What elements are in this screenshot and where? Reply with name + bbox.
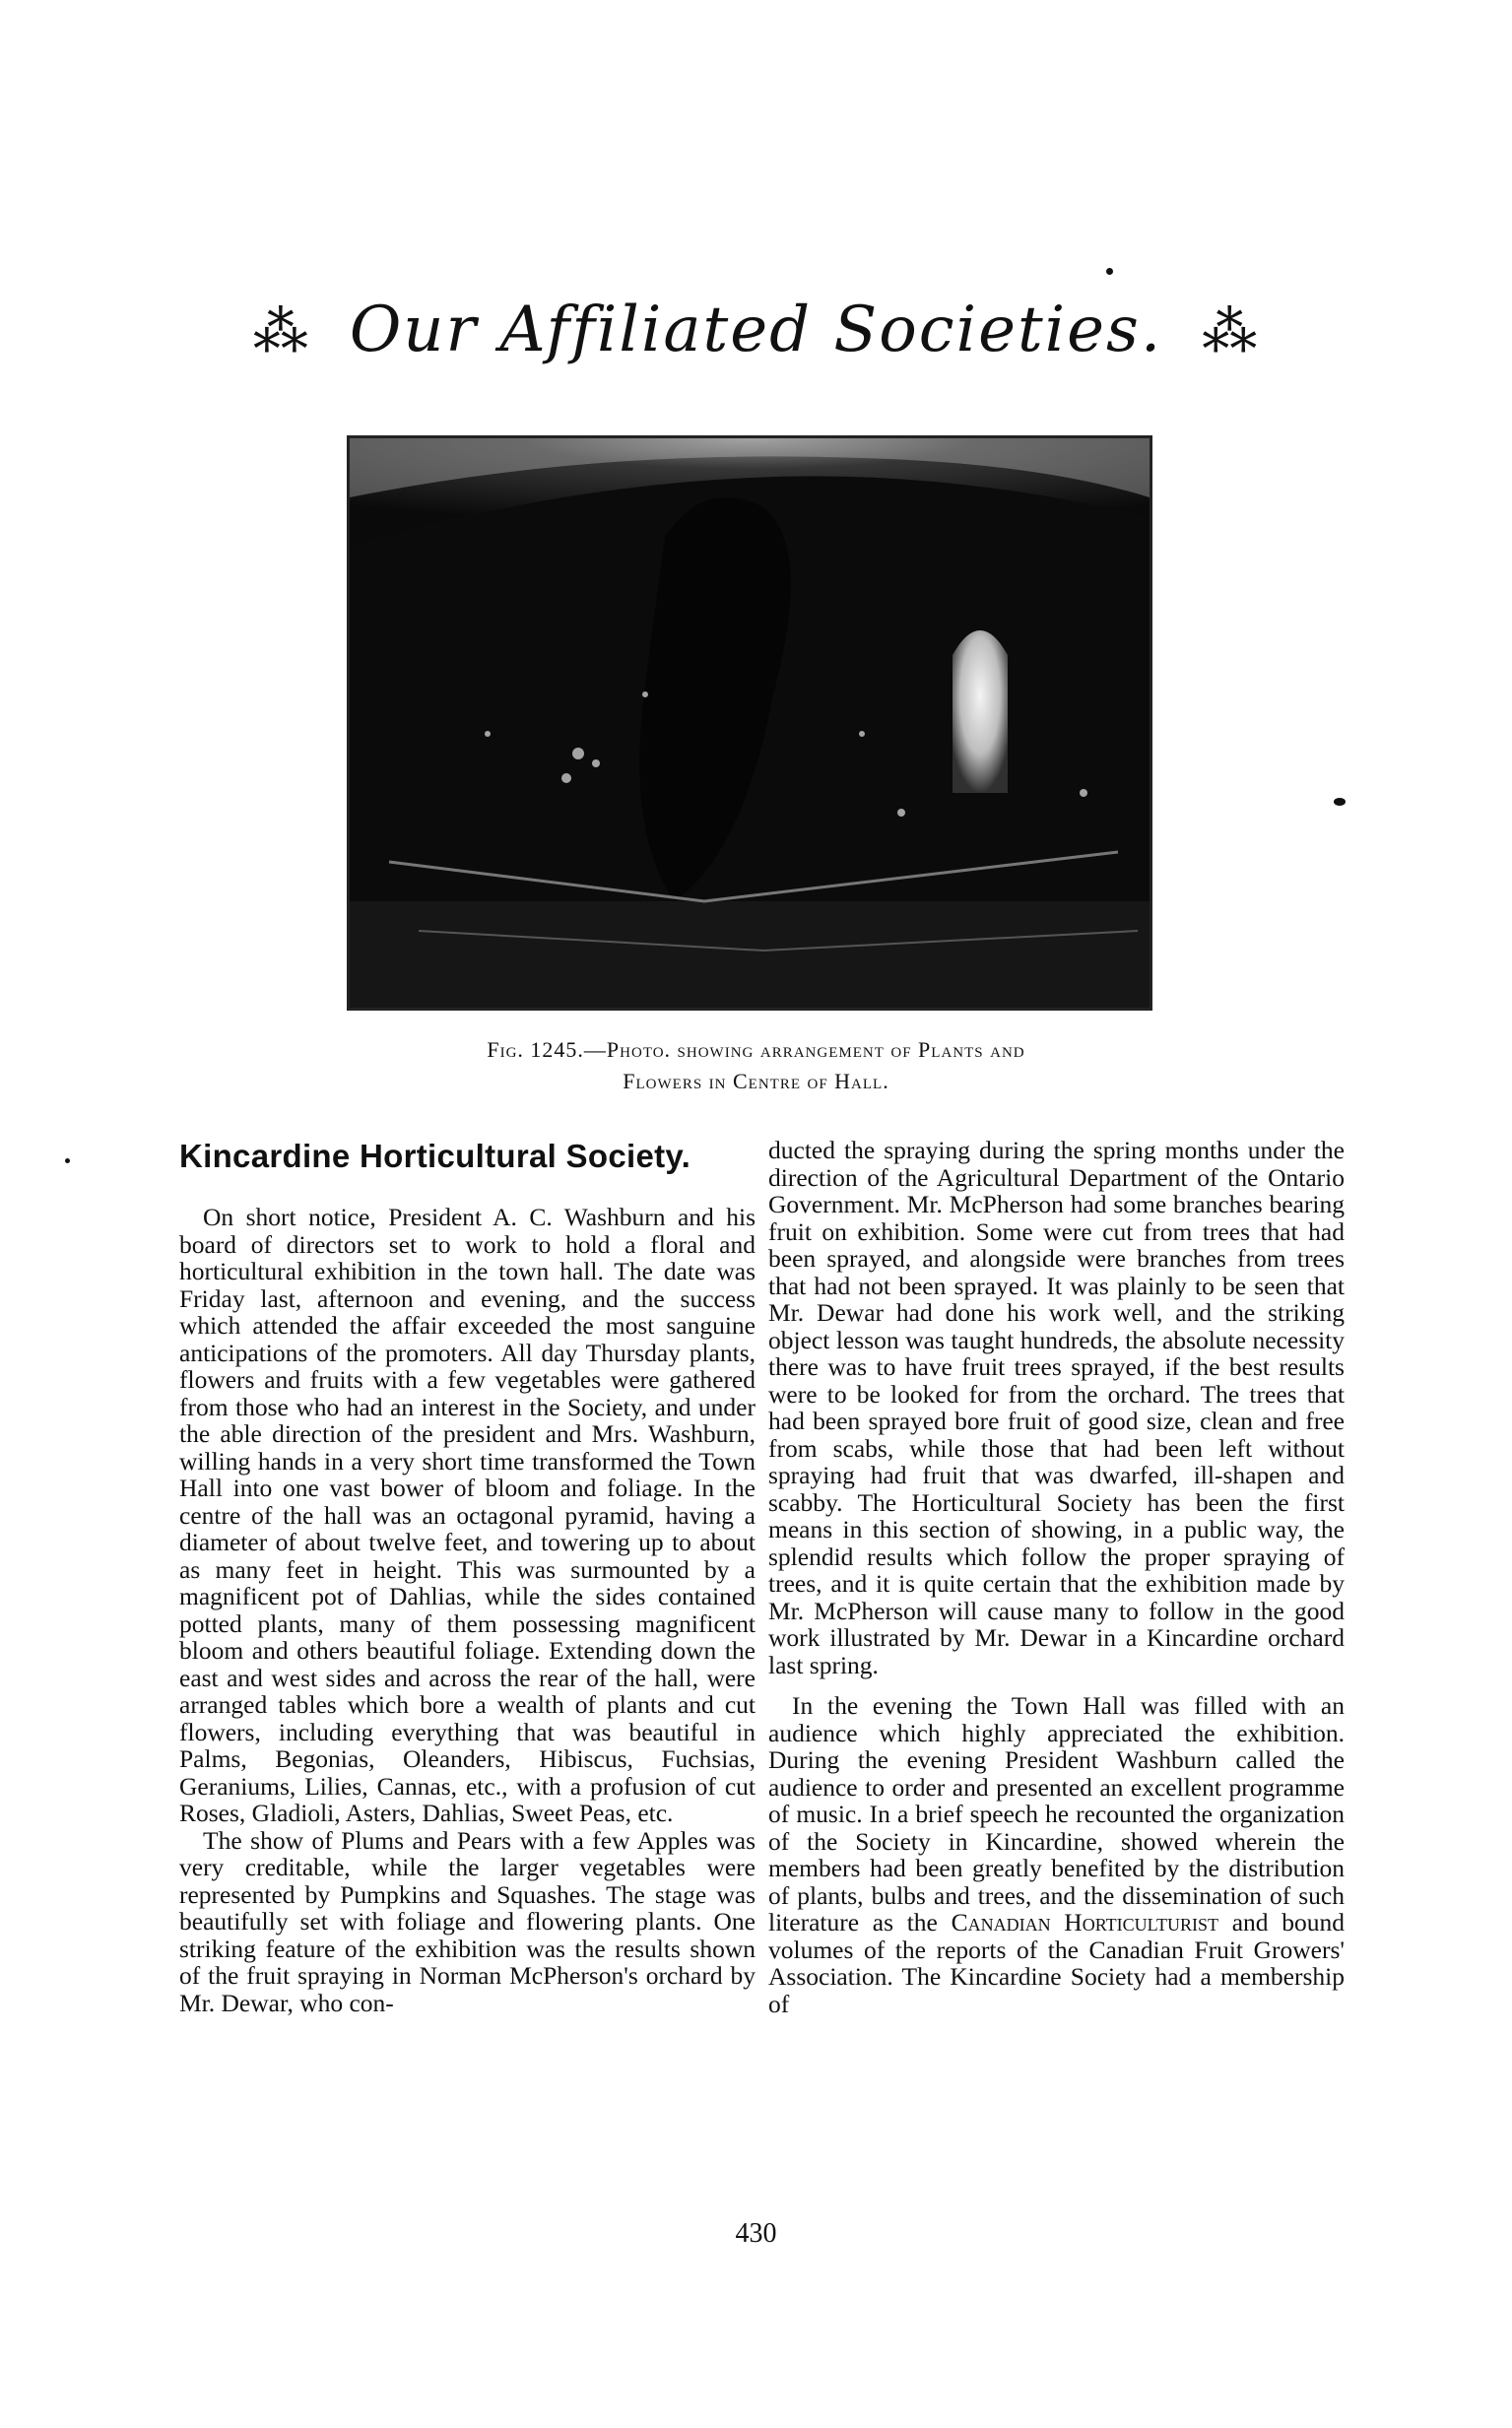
ornament-left-icon: ⁂ bbox=[252, 300, 310, 364]
journal-title: Canadian Horticulturist bbox=[951, 1908, 1218, 1936]
photo-scene bbox=[350, 438, 1150, 1008]
page-number: 430 bbox=[735, 2218, 777, 2249]
section-header bbox=[0, 295, 1512, 364]
section-title: Our Affiliated Societies. bbox=[349, 294, 1163, 366]
right-column bbox=[768, 1137, 1345, 2017]
ornament-right-icon: ⁂ bbox=[1202, 300, 1260, 364]
evening-text-before: In the evening the Town Hall was filled with an audience which highly appreciated the exhibition. During the evening President Washburn called the audience to order and presented an excellent programme of music. In a brief speech he recounted the organization of the Society in Kincardine, showed wherein the members had been greatly benefited by the distribution of plants, bulbs and trees, and the dissemination of such literature as the bbox=[768, 1691, 1345, 1936]
ink-speck bbox=[1334, 798, 1346, 806]
ink-speck bbox=[65, 1158, 70, 1163]
caption-line-2: Flowers in Centre of Hall. bbox=[623, 1068, 889, 1093]
right-paragraph-evening bbox=[768, 1692, 1345, 2017]
evening-text-after: and bound volumes of the reports of the Canadian Fruit Growers' Association. The Kincardine Society had a membership of bbox=[768, 1908, 1345, 2018]
hall-photograph bbox=[347, 435, 1152, 1011]
caption-line-1: Fig. 1245.—Photo. showing arrangement of Plants and bbox=[487, 1037, 1025, 1062]
ink-speck bbox=[1106, 268, 1113, 275]
article-title: Kincardine Horticultural Society. bbox=[179, 1138, 691, 1174]
left-paragraph-1: On short notice, President A. C. Washburn and his board of directors set to work to hold a floral and horticultural exhibition in the town hall. The date was Friday last, afternoon and evening, and the success which attended the affair exceeded the most sanguine anticipations of the promoters. All day Thursday plants, flowers and fruits with a few vegetables were gathered from those who had an interest in the Society, and under the able direction of the president and Mrs. Washburn, willing hands in a very short time transformed the Town Hall into one vast bower of bloom and foliage. In the centre of the hall was an octagonal pyramid, having a diameter of about twelve feet, and towering up to about as many feet in height. This was surmounted by a magnificent pot of Dahlias, while the sides contained potted plants, many of them possessing magnificent bloom and others beautiful foliage. Extending down the east and west sides and across the rear of the hall, were arranged tables which bore a wealth of plants and cut flowers, including everything that was beautiful in Palms, Begonias, Oleanders, Hibiscus, Fuchsias, Geraniums, Lilies, Cannas, etc., with a profusion of cut Roses, Gladioli, Asters, Dahlias, Sweet Peas, etc. bbox=[179, 1203, 756, 1827]
left-paragraph-2: The show of Plums and Pears with a few Apples was very creditable, while the larger vegetables were represented by Pumpkins and Squashes. The stage was beautifully set with foliage and flowering plants. One striking feature of the exhibition was the results shown of the fruit spraying in Norman McPherson's orchard by Mr. Dewar, who con- bbox=[179, 1825, 756, 2017]
figure-caption bbox=[0, 1034, 1512, 1097]
left-column bbox=[179, 1137, 756, 2016]
right-paragraph-continuation: ducted the spraying during the spring months under the direction of the Agricultural Department of the Ontario Government. Mr. McPherson had some branches bearing fruit on exhibition. Some were cut from trees that had been sprayed, and alongside were branches from trees that had not been sprayed. It was plainly to be seen that Mr. Dewar had done his work well, and the striking object lesson was taught hundreds, the absolute necessity there was to have fruit trees sprayed, if the best results were to be looked for from the orchard. The trees that had been sprayed bore fruit of good size, clean and free from scabs, while those that had been left without spraying had fruit that was dwarfed, ill-shapen and scabby. The Horticultural Society has been the first means in this section of showing, in a public way, the splendid results which follow the proper spraying of trees, and it is quite certain that the exhibition made by Mr. McPherson will cause many to follow in the good work illustrated by Mr. Dewar in a Kincardine orchard last spring. bbox=[768, 1136, 1345, 1679]
